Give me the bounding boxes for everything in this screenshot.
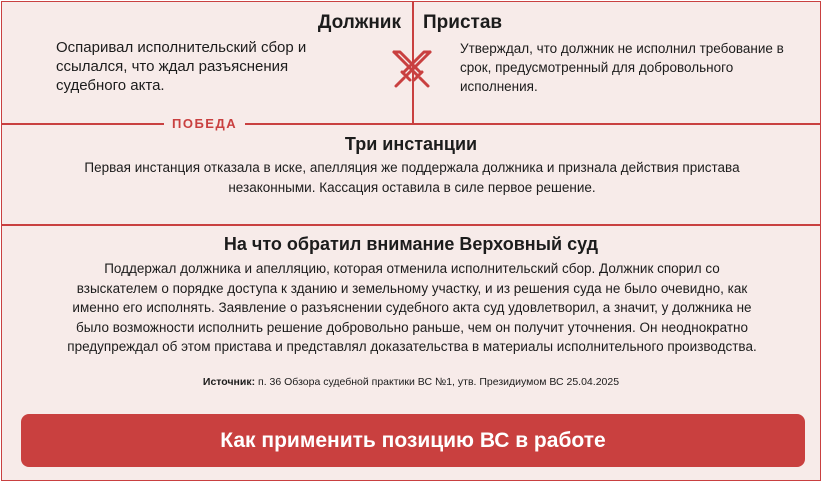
instances-title: Три инстанции [344, 134, 478, 154]
win-badge: ПОБЕДА [164, 116, 245, 131]
source-label: Источник: [202, 376, 256, 388]
bailiff-position: Утверждал, что должник не исполнил требование в срок, предусмотренный для добровольного исполнения. [460, 41, 784, 94]
divider-line [2, 224, 820, 226]
case-card [1, 1, 821, 481]
apply-position-button[interactable]: Как применить позицию ВС в работе [21, 414, 805, 467]
crossed-swords-icon [388, 46, 436, 94]
bailiff-label: Пристав [423, 12, 503, 33]
debtor-position: Оспаривал исполнительский сбор и ссылался, что ждал разъяснения судебного акта. [56, 39, 307, 94]
supreme-court-title: На что обратил внимание Верховный суд [223, 234, 599, 254]
supreme-court-text: Поддержал должника и апелляцию, которая отменила исполнительский сбор. Должник спорил со взыскателем о порядке доступа к зданию и земельному участку, и из решения суда не было очевидно, как именно его исполнять. Заявление о разъяснении судебного акта суд удовлетворил, а значит, у должника не было возможности исполнить решение добровольно раньше, чем он получит уточнения. Он неоднократно предупреждал об этом пристава и представлял доказательства в материалы исполнительного производства. [67, 261, 757, 354]
debtor-label: Должник [317, 12, 401, 33]
source-note [2, 376, 820, 388]
source-text: п. 36 Обзора судебной практики ВС №1, утв. Президиумом ВС 25.04.2025 [255, 376, 620, 388]
divider-line [2, 123, 820, 125]
instances-text: Первая инстанция отказала в иске, апелляция же поддержала должника и признала действия пристава незаконными. Кассация оставила в силе первое решение. [84, 160, 740, 195]
